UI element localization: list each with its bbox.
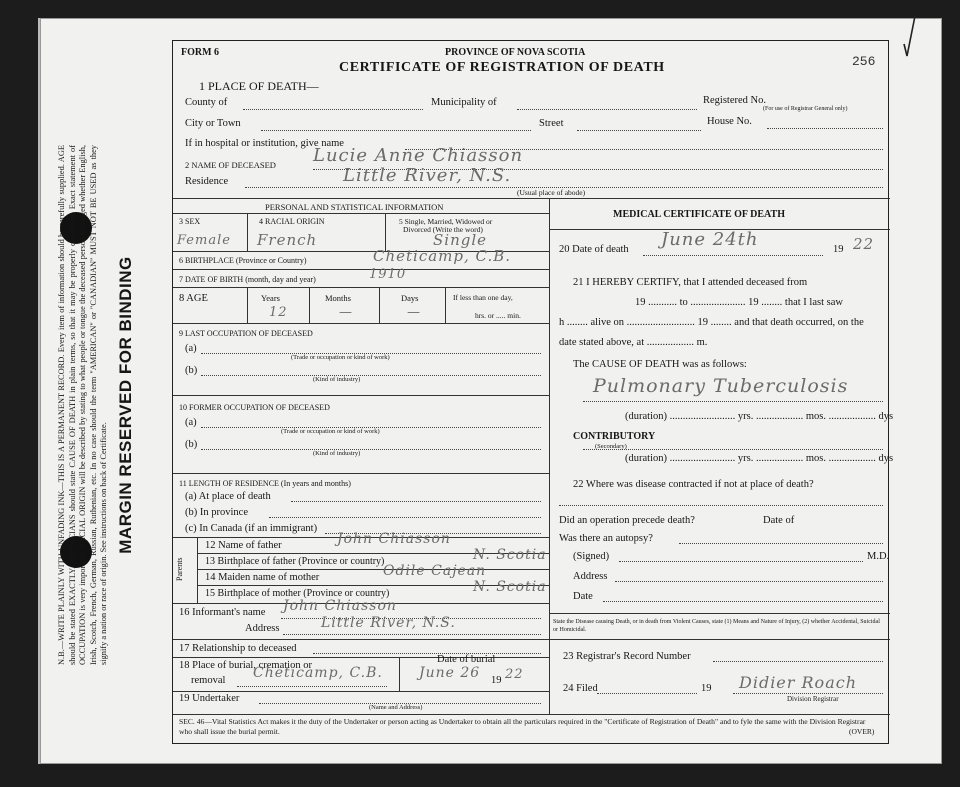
marital-value: Single	[433, 231, 488, 249]
rule	[559, 505, 883, 506]
date-of-birth-label: 7 DATE OF BIRTH (month, day and year)	[179, 275, 316, 284]
rule	[201, 449, 541, 450]
check-mark-icon	[902, 14, 916, 58]
racial-origin-value: French	[257, 231, 318, 249]
death-year-value: 22	[853, 235, 875, 253]
parents-side-label: Parents	[175, 557, 184, 581]
over-label: (OVER)	[849, 727, 875, 736]
registered-no-label: Registered No.	[703, 95, 766, 106]
former-occupation-trade-note: (Trade or occupation or kind of work)	[281, 428, 380, 435]
md-label: M.D.	[867, 551, 890, 562]
death-year-prefix: 19	[833, 244, 844, 255]
former-occupation-b: (b)	[185, 439, 198, 450]
rule	[713, 661, 883, 662]
last-occupation-label: 9 LAST OCCUPATION OF DECEASED	[179, 329, 313, 338]
division-registrar-label: Division Registrar	[787, 695, 839, 703]
undertaker-label: 19 Undertaker	[179, 693, 240, 704]
filed-year-prefix: 19	[701, 683, 712, 694]
rule	[173, 639, 549, 640]
date-stated-line: date stated above, at .................. m.	[559, 337, 708, 348]
rule	[173, 691, 549, 692]
rule	[399, 657, 400, 691]
rule	[173, 269, 549, 270]
rule	[247, 287, 248, 323]
alive-on-line: h ........ alive on .......................... 19 ........ and that death occurred, on the	[559, 317, 864, 328]
rule	[237, 686, 387, 687]
less-than-day-label: If less than one day,	[453, 293, 513, 302]
rule	[197, 569, 549, 570]
racial-origin-label: 4 RACIAL ORIGIN	[259, 217, 325, 226]
rule	[583, 449, 883, 450]
house-no-line	[767, 128, 883, 129]
binding-margin-label: MARGIN RESERVED FOR BINDING	[115, 256, 135, 554]
father-birthplace-label: 13 Birthplace of father (Province or country)	[205, 556, 385, 567]
contributory-duration-line: (duration) ......................... yrs. .................. mos. .................. dys	[625, 453, 894, 464]
marital-label: 5 Single, Married, Widowed or	[399, 217, 493, 226]
last-occupation-trade-note: (Trade or occupation or kind of work)	[291, 354, 390, 361]
informant-name-value: John Chiasson	[283, 598, 397, 614]
months-label: Months	[325, 293, 351, 303]
cause-duration-line: (duration) ......................... yrs. .................. mos. .................. dys	[625, 411, 894, 422]
rule	[379, 287, 380, 323]
last-occupation-industry-note: (Kind of industry)	[313, 376, 361, 383]
birthplace-label: 6 BIRTHPLACE (Province or Country)	[179, 256, 307, 265]
state-disease-note: State the Disease causing Death, or in death from Violent Causes, state (1) Means and Nature of Injury, (2) whether Accidental, Suicidal or Homicidal.	[553, 619, 880, 633]
burial-place-label: 18 Place of burial, cremation or	[179, 660, 312, 671]
undertaker-note: (Name and Address)	[369, 704, 423, 711]
age-days-value: —	[407, 305, 421, 320]
from-to-line: 19 ........... to ..................... 19 ........ that I last saw	[635, 297, 843, 308]
signed-label: (Signed)	[573, 551, 610, 562]
residence-at-place: (a) At place of death	[185, 491, 271, 502]
age-months-value: —	[339, 305, 353, 320]
rule	[197, 537, 198, 603]
margin-note-text: N.B.—WRITE PLAINLY WITH UNFADING INK—THIS IS A PERMANENT RECORD. Every item of information should be carefully supplied. AGE should be stated EXACTLY. PHYSICIANS should state CAUSE OF DEATH in plain terms, so that it may be properly classified. Exact statement of OCCUPATION is very important. RACIAL ORIGIN will be described by stating to what people or tongue the deceased person belonged whether English, Irish, Scotch, French, German, Russian, Ruthenian, etc. In no case should the term "AMERICAN" or "CANADIAN" MUST NOT BE USED as they signify a nation or race of origin. See instructions on back of Certificate.	[57, 145, 109, 665]
sex-label: 3 SEX	[179, 217, 201, 226]
rule	[173, 287, 549, 288]
rule	[309, 287, 310, 323]
last-occupation-a: (a)	[185, 343, 197, 354]
disease-contracted-question: 22 Where was disease contracted if not at place of death?	[573, 479, 814, 490]
operation-question: Did an operation precede death?	[559, 515, 695, 526]
former-occupation-label: 10 FORMER OCCUPATION OF DECEASED	[179, 403, 330, 412]
residence-note: (Usual place of abode)	[517, 188, 586, 197]
physician-address-label: Address	[573, 571, 608, 582]
registrar-signature: Didier Roach	[739, 673, 857, 692]
mother-birthplace-label: 15 Birthplace of mother (Province or country)	[205, 588, 390, 599]
rule	[173, 323, 549, 324]
section-divider	[173, 198, 890, 199]
rule	[583, 401, 883, 402]
rule	[445, 287, 446, 323]
rule	[733, 693, 883, 694]
rule	[173, 714, 890, 715]
age-label: 8 AGE	[179, 293, 208, 304]
father-name-value: John Chiasson	[337, 531, 451, 547]
burial-removal-label: removal	[191, 675, 226, 686]
personal-heading: PERSONAL AND STATISTICAL INFORMATION	[265, 202, 444, 212]
physician-date-label: Date	[573, 591, 593, 602]
rule	[173, 213, 549, 214]
age-years-value: 12	[269, 305, 288, 320]
county-label: County of	[185, 97, 228, 108]
former-occupation-industry-note: (Kind of industry)	[313, 450, 361, 457]
relationship-label: 17 Relationship to deceased	[179, 643, 297, 654]
name-of-deceased-label: 2 NAME OF DECEASED	[185, 160, 276, 170]
certificate-form	[172, 40, 894, 744]
burial-date-label: Date of burial	[437, 654, 496, 665]
days-label: Days	[401, 293, 419, 303]
rule	[603, 601, 883, 602]
rule	[643, 255, 823, 256]
city-line	[261, 130, 531, 131]
rule	[615, 581, 883, 582]
cause-of-death-value: Pulmonary Tuberculosis	[593, 375, 849, 397]
place-of-death-heading: 1 PLACE OF DEATH—	[199, 79, 319, 93]
mother-name-label: 14 Maiden name of mother	[205, 572, 320, 583]
autopsy-question: Was there an autopsy?	[559, 533, 653, 544]
former-occupation-a: (a)	[185, 417, 197, 428]
rule	[597, 693, 697, 694]
rule	[173, 395, 549, 396]
residence-in-canada: (c) In Canada (if an immigrant)	[185, 523, 318, 534]
filed-label: 24 Filed	[563, 683, 598, 694]
informant-address-label: Address	[245, 623, 280, 634]
sec46-footer: SEC. 46—Vital Statistics Act makes it the duty of the Undertaker or person acting as Undertaker to obtain all the particulars required in the "Certificate of Registration of Death" and to fyle the same with the Division Registrar who shall issue the burial permit.	[179, 717, 866, 736]
city-label: City or Town	[185, 118, 241, 129]
municipality-line	[517, 109, 697, 110]
date-of-birth-value: 1910	[369, 267, 407, 282]
certify-text: 21 I HEREBY CERTIFY, that I attended deceased from	[573, 277, 808, 288]
secondary-note: (Secondary)	[595, 443, 627, 450]
certificate-title: CERTIFICATE OF REGISTRATION OF DEATH	[339, 60, 665, 75]
record-number: 256	[852, 54, 876, 69]
contributory-label: CONTRIBUTORY	[573, 431, 656, 442]
street-label: Street	[539, 118, 564, 129]
years-label: Years	[261, 293, 280, 303]
rule	[313, 653, 541, 654]
rule	[385, 213, 386, 251]
column-divider	[549, 198, 550, 714]
rule	[549, 639, 890, 640]
father-name-label: 12 Name of father	[205, 540, 282, 551]
residence-in-province: (b) In province	[185, 507, 248, 518]
rule	[247, 213, 248, 251]
sex-value: Female	[177, 233, 231, 248]
medical-heading: MEDICAL CERTIFICATE OF DEATH	[613, 209, 785, 220]
rule	[549, 613, 890, 614]
cause-of-death-label: The CAUSE OF DEATH was as follows:	[573, 359, 747, 370]
house-no-label: House No.	[707, 116, 752, 127]
county-line	[243, 109, 423, 110]
burial-year-prefix: 19	[491, 675, 502, 686]
residence-label: Residence	[185, 176, 229, 187]
mother-name-value: Odile Cajean	[383, 563, 487, 579]
rule	[283, 634, 541, 635]
length-of-residence-label: 11 LENGTH OF RESIDENCE (In years and months)	[179, 479, 351, 488]
operation-date-label: Date of	[763, 515, 795, 526]
rule	[269, 517, 541, 518]
street-line	[577, 130, 701, 131]
rule	[679, 543, 883, 544]
deceased-name-value: Lucie Anne Chiasson	[313, 145, 524, 166]
municipality-label: Municipality of	[431, 97, 497, 108]
rule	[291, 501, 541, 502]
registrar-record-label: 23 Registrar's Record Number	[563, 651, 691, 662]
informant-address-value: Little River, N.S.	[321, 615, 456, 631]
burial-place-value: Cheticamp, C.B.	[253, 665, 383, 681]
registered-no-note: (For use of Registrar General only)	[763, 106, 848, 112]
margin-instructions	[57, 145, 167, 665]
burial-date-value: June 26	[419, 665, 481, 681]
residence-value: Little River, N.S.	[343, 165, 512, 186]
hospital-label: If in hospital or institution, give name	[185, 138, 344, 149]
burial-year-value: 22	[505, 667, 524, 682]
province-heading: PROVINCE OF NOVA SCOTIA	[445, 47, 586, 58]
hrs-min-label: hrs. or ..... min.	[475, 311, 521, 320]
rule	[173, 473, 549, 474]
informant-label: 16 Informant's name	[179, 607, 266, 618]
marital-label-2: Divorced (Write the word)	[403, 225, 483, 234]
father-birthplace-value: N. Scotia	[473, 547, 547, 563]
form-number: FORM 6	[181, 47, 220, 58]
birthplace-value: Cheticamp, C.B.	[373, 247, 512, 265]
date-of-death-value: June 24th	[661, 229, 759, 250]
mother-birthplace-value: N. Scotia	[473, 579, 547, 595]
rule	[619, 561, 863, 562]
last-occupation-b: (b)	[185, 365, 198, 376]
date-of-death-label: 20 Date of death	[559, 244, 629, 255]
rule	[201, 375, 541, 376]
